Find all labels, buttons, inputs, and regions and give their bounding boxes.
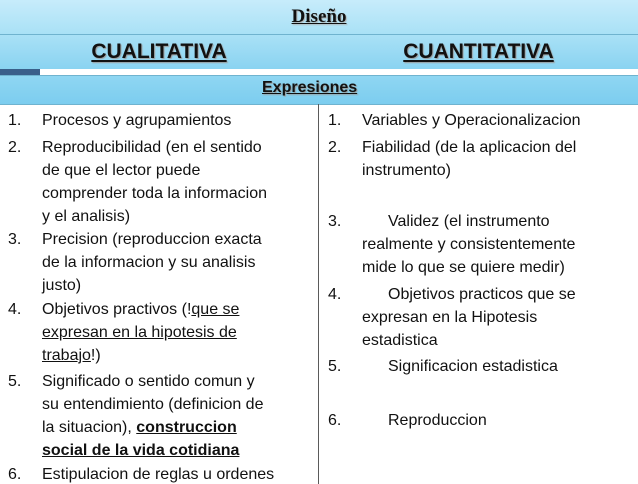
column-cuantitativa — [319, 104, 637, 484]
item-text: de la informacion y su analisis — [42, 254, 256, 271]
item-number: 6. — [8, 466, 22, 483]
item-text: Reproduccion — [388, 412, 487, 429]
header-cualitativa: CUALITATIVA — [91, 40, 227, 63]
item-text: de que el lector puede — [42, 162, 201, 179]
item-text: Objetivos practivos (!que se — [42, 301, 240, 318]
item-text: mide lo que se quiere medir) — [362, 259, 565, 276]
item-text: Objetivos practicos que se — [388, 286, 576, 303]
subheader-expresiones: Expresiones — [262, 79, 358, 96]
item-text: Precision (reproduccion exacta — [42, 231, 262, 248]
item-text: Procesos y agrupamientos — [42, 112, 232, 129]
item-text: Estipulacion de reglas u ordenes — [42, 466, 275, 483]
item-number: 2. — [8, 139, 22, 156]
item-number: 6. — [328, 412, 342, 429]
item-text: la situacion), construccion — [42, 419, 237, 436]
item-text: expresan en la hipotesis de — [42, 324, 237, 341]
item-text: instrumento) — [362, 162, 451, 179]
item-number: 5. — [328, 358, 342, 375]
item-text: social de la vida cotidiana — [42, 442, 240, 459]
item-number: 3. — [328, 213, 342, 230]
item-number: 5. — [8, 373, 22, 390]
item-text: Significacion estadistica — [388, 358, 558, 375]
title-bar — [0, 0, 638, 35]
item-number: 4. — [8, 301, 22, 318]
item-text: Significado o sentido comun y — [42, 373, 255, 390]
item-number: 1. — [328, 112, 342, 129]
header-cuantitativa: CUANTITATIVA — [403, 40, 554, 63]
column-header-row — [0, 35, 638, 69]
item-number: 2. — [328, 139, 342, 156]
item-number: 4. — [328, 286, 342, 303]
subheader-row — [0, 75, 638, 105]
item-text: y el analisis) — [42, 208, 131, 225]
item-text: Variables y Operacionalizacion — [362, 112, 581, 129]
item-text: su entendimiento (definicion de — [42, 396, 264, 413]
item-text: expresan en la Hipotesis — [362, 309, 538, 326]
item-number: 1. — [8, 112, 22, 129]
item-text: justo) — [42, 277, 82, 294]
item-text: estadistica — [362, 332, 438, 349]
page-title: Diseño — [291, 6, 347, 27]
item-number: 3. — [8, 231, 22, 248]
item-text: trabajo!) — [42, 347, 101, 364]
item-text: Validez (el instrumento — [388, 213, 550, 230]
item-text: comprender toda la informacion — [42, 185, 268, 202]
column-cualitativa — [0, 104, 319, 484]
item-text: Reproducibilidad (en el sentido — [42, 139, 262, 156]
item-text: realmente y consistentemente — [362, 236, 576, 253]
item-text: Fiabilidad (de la aplicacion del — [362, 139, 577, 156]
